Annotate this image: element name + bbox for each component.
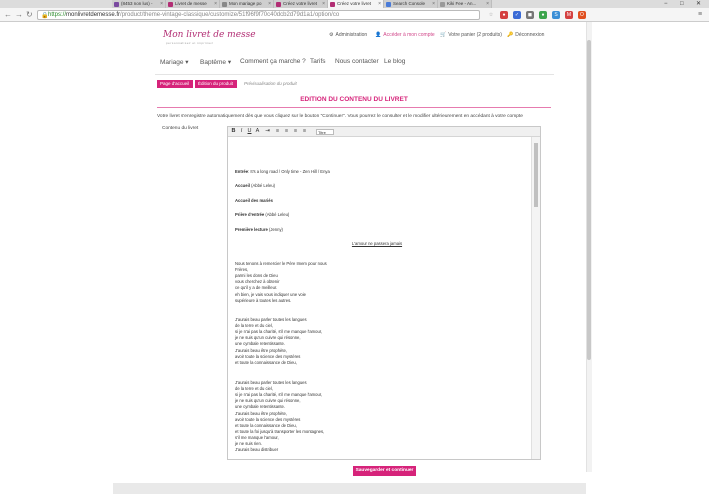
browser-tab-strip	[0, 0, 709, 8]
doc-line-accueil-maries	[235, 198, 273, 203]
browser-tab[interactable]	[220, 0, 274, 8]
rich-text-editor[interactable]	[227, 126, 541, 460]
menu-item-mariage[interactable]	[160, 58, 189, 66]
doc-text: (Abbé Leleu)	[249, 183, 276, 188]
site-logo-tagline: personnalisez et imprimez	[166, 41, 214, 45]
doc-line-centered-title: L'amour ne passera jamais	[351, 241, 403, 246]
editor-scrollbar-track[interactable]	[531, 137, 540, 459]
doc-label: Prière d'entrée	[235, 212, 265, 217]
admin-link[interactable]	[329, 32, 367, 38]
menu-divider	[155, 74, 554, 75]
indent-button[interactable]: ⇥	[265, 128, 270, 134]
site-logo[interactable]: Mon livret de messe	[163, 30, 256, 40]
page-tab-icon	[440, 2, 445, 7]
page-scrollbar-thumb[interactable]	[587, 40, 591, 360]
doc-line: Nous tenons à remercier le Père Imem pour nous	[235, 261, 327, 266]
cart-link-label: Votre panier (2 produits)	[448, 32, 502, 38]
breadcrumb-current: Prévisualisation du produit	[244, 81, 297, 86]
logout-link[interactable]	[507, 32, 544, 38]
lock-icon: 🔒	[41, 13, 49, 19]
align-left-button[interactable]: ≡	[275, 128, 280, 134]
extension-s-icon[interactable]: S	[552, 11, 560, 19]
minimize-button[interactable]: −	[664, 1, 668, 7]
menu-label: Comment ça marche ?	[240, 58, 306, 65]
forward-arrow-icon[interactable]: →	[15, 10, 23, 19]
close-tab-icon[interactable]: ×	[322, 1, 325, 7]
tab-label: (8453 non lus) -	[121, 1, 153, 6]
gmail-extension-icon[interactable]: M	[566, 12, 572, 18]
gmail-tab-icon	[114, 2, 119, 7]
editor-content-area[interactable]	[228, 137, 540, 459]
search-console-tab-icon	[386, 2, 391, 7]
caret-down-icon: ▾	[227, 59, 232, 66]
doc-text: (Jenny)	[267, 227, 283, 232]
url-path: /product/theme-vintage-classique/customize/51f96f9f70c40dcb2d79d1a1/option/co	[120, 12, 340, 18]
close-window-button[interactable]: ✕	[696, 1, 702, 7]
site-tab-icon	[330, 2, 335, 7]
doc-line: ce qu'il y a de meilleur.	[235, 285, 278, 291]
menu-item-blog[interactable]	[384, 58, 405, 65]
browser-tab[interactable]	[384, 0, 438, 8]
browser-tab[interactable]	[166, 0, 220, 8]
doc-label: Accueil	[235, 183, 250, 188]
tab-label: Search Console	[393, 1, 426, 6]
menu-label: Le blog	[384, 58, 406, 65]
tab-label: Livret de messe	[175, 1, 207, 6]
doc-line: J'aurais beau être prophète,	[235, 410, 288, 416]
bold-button[interactable]: B	[231, 128, 236, 134]
doc-line-lecture	[235, 227, 283, 232]
maximize-button[interactable]: □	[680, 1, 684, 7]
site-tab-icon	[168, 2, 173, 7]
doc-label: Accueil des mariés	[235, 198, 273, 203]
doc-line: je ne suis rien.	[235, 441, 262, 446]
page-tab-icon	[222, 2, 227, 7]
align-right-button[interactable]: ≡	[293, 128, 298, 134]
doc-line: et toute la connaissance de Dieu,	[235, 359, 297, 365]
extension-green-icon[interactable]: ●	[539, 11, 547, 19]
underline-button[interactable]: U	[247, 128, 252, 134]
url-scheme: https://	[48, 12, 67, 18]
browser-tab[interactable]	[274, 0, 328, 8]
doc-line: avoir toute la science des mystères	[235, 416, 301, 422]
doc-line: une cymbale retentissante.	[235, 404, 286, 410]
doc-line: parmi les dons de Dieu	[235, 273, 278, 279]
menu-icon[interactable]: ≡	[697, 11, 703, 18]
browser-tab[interactable]	[112, 0, 166, 8]
menu-label: Baptême	[200, 59, 227, 66]
extension-o-icon[interactable]: O	[578, 11, 586, 19]
extension-grey-icon[interactable]: ◼	[527, 12, 533, 18]
page-viewport	[0, 22, 709, 472]
doc-label: Entrée	[235, 169, 249, 174]
tab-label: Créez votre livret	[337, 1, 372, 6]
title-divider	[157, 107, 551, 108]
doc-label: Première lecture	[235, 227, 268, 232]
close-tab-icon[interactable]: ×	[214, 1, 217, 7]
user-icon: 👤	[375, 32, 382, 38]
tab-label: Kiki Fee - An...	[447, 1, 477, 6]
format-select[interactable]: Titre	[316, 129, 334, 135]
italic-button[interactable]: I	[240, 128, 243, 134]
close-tab-icon[interactable]: ×	[378, 1, 381, 7]
doc-line: je ne suis qu'un cuivre qui résonne,	[235, 398, 301, 404]
doc-text: (Abbé Leleu)	[264, 212, 290, 217]
cart-icon: 🛒	[440, 32, 447, 38]
content-field-label: Contenu du livret	[162, 126, 199, 131]
menu-label: Mariage	[160, 59, 184, 66]
close-tab-icon[interactable]: ×	[432, 1, 435, 7]
intro-text: Votre livret s'enregistre automatiquement dès que vous cliquez sur le bouton "Continuer". Vous pourrez le consulter et le modifier ultérieurement en accédant à votre compte	[157, 114, 523, 119]
doc-line: si je n'ai pas la charité, s'il me manque l'amour,	[235, 329, 323, 335]
tab-label: Créez votre livret	[283, 1, 318, 6]
caret-down-icon: ▾	[185, 59, 189, 66]
tab-label: Mon mariage po	[229, 1, 262, 6]
extension-blue-icon[interactable]: ✓	[514, 12, 520, 18]
menu-item-tarifs[interactable]	[310, 58, 326, 65]
text-color-button[interactable]: A	[255, 128, 260, 134]
doc-line: Frères,	[235, 267, 249, 273]
doc-line: une cymbale retentissante.	[235, 341, 286, 347]
align-justify-button[interactable]: ≡	[302, 128, 307, 134]
menu-item-bapteme[interactable]	[200, 58, 231, 66]
star-icon[interactable]: ☆	[488, 12, 494, 18]
url-host: monlivretdemesse.fr	[66, 12, 121, 18]
page-footer	[113, 483, 586, 494]
key-icon: 🔑	[507, 32, 514, 38]
doc-line: J'aurais beau parler toutes les langues	[235, 317, 307, 322]
browser-toolbar	[0, 8, 709, 22]
page-background	[0, 22, 113, 472]
editor-toolbar	[228, 127, 540, 137]
account-link-label: Accéder à mon compte	[383, 32, 435, 38]
admin-link-label: Administration	[335, 32, 368, 38]
align-center-button[interactable]: ≡	[284, 128, 289, 134]
back-arrow-icon[interactable]: ←	[4, 10, 12, 19]
doc-line: je ne suis qu'un cuivre qui résonne,	[235, 335, 301, 341]
doc-line: vous cherchez à obtenir	[235, 279, 280, 285]
doc-line-priere	[235, 212, 289, 217]
doc-line: J'aurais beau être prophète,	[235, 347, 288, 353]
save-continue-button[interactable]: Sauvegarder et continuer	[353, 466, 416, 476]
doc-line: J'aurais beau distribuer	[235, 447, 279, 453]
close-tab-icon[interactable]: ×	[486, 1, 489, 7]
doc-line: J'aurais beau parler toutes les langues	[235, 380, 307, 385]
menu-label: Nous contacter	[335, 58, 379, 65]
doc-line: avoir toute la science des mystères	[235, 353, 301, 359]
account-link[interactable]	[375, 32, 435, 38]
url-bar[interactable]	[37, 10, 480, 20]
doc-line: de la terre et du ciel,	[235, 386, 273, 392]
close-tab-icon[interactable]: ×	[268, 1, 271, 7]
breadcrumb-home[interactable]: Page d'accueil	[157, 80, 193, 88]
doc-line: supérieure à toutes les autres.	[235, 297, 292, 303]
close-tab-icon[interactable]: ×	[160, 1, 163, 7]
breadcrumb-edit[interactable]: Édition du produit	[195, 80, 237, 88]
doc-line-accueil	[235, 183, 275, 188]
browser-tab-active[interactable]	[328, 0, 384, 8]
logout-link-label: Déconnexion	[515, 32, 545, 38]
doc-text: : It's a long road / Only time - Zen Hill / Enya	[248, 169, 330, 174]
doc-line: s'il me manque l'amour,	[235, 434, 279, 440]
cart-link[interactable]	[440, 32, 502, 38]
gear-icon: ⚙	[329, 32, 334, 38]
menu-item-contact[interactable]	[335, 58, 379, 65]
doc-line: de la terre et du ciel,	[235, 323, 273, 329]
page-title: EDITION DU CONTENU DU LIVRET	[300, 96, 408, 103]
doc-line: et toute la foi jusqu'à transporter les montagnes,	[235, 428, 325, 434]
reload-icon[interactable]: ↻	[26, 10, 33, 19]
doc-line: eh bien, je vais vous indiquer une voie	[235, 291, 307, 297]
editor-scrollbar-thumb[interactable]	[534, 143, 538, 207]
menu-label: Tarifs	[310, 58, 326, 65]
menu-item-comment[interactable]	[240, 58, 306, 65]
doc-line-entree	[235, 169, 330, 174]
extension-red-icon[interactable]: ●	[500, 11, 508, 19]
browser-tab[interactable]	[438, 0, 492, 8]
doc-line: si je n'ai pas la charité, s'il me manque l'amour,	[235, 392, 323, 398]
site-tab-icon	[276, 2, 281, 7]
doc-line: et toute la connaissance de Dieu,	[235, 422, 297, 428]
